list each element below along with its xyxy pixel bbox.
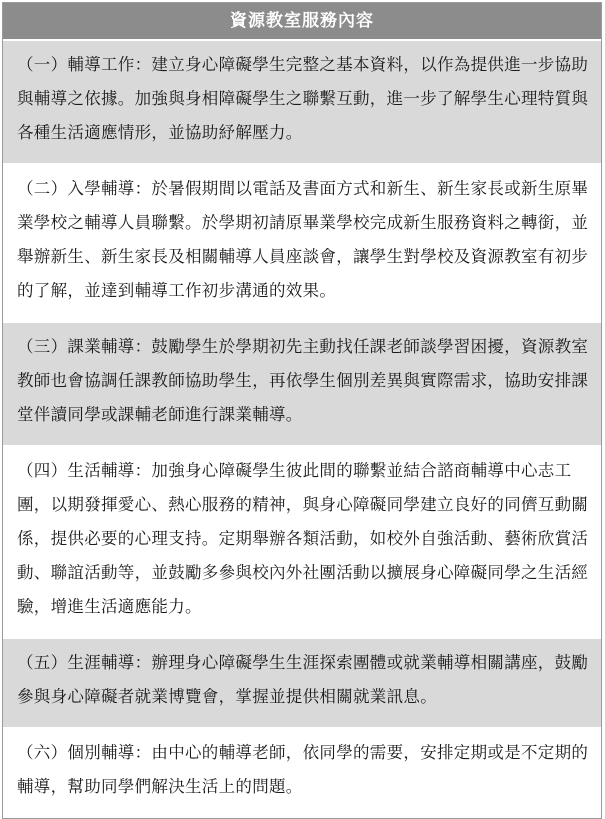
section-life-counseling: （四）生活輔導：加強身心障礙學生彼此間的聯繫並結合諮商輔導中心志工團，以期發揮愛心、熱心服務的精神，與身心障礙同學建立良好的同儕互動關係，提供必要的心理支持。定期舉辦各類活動，如校外自強活動、藝術欣賞活動、聯誼活動等，並鼓勵多參與校內外社團活動以擴展身心障礙同學之生活經驗，增進生活適應能力。 <box>3 445 601 637</box>
section-individual-counseling: （六）個別輔導：由中心的輔導老師，依同學的需要，安排定期或是不定期的輔導，幫助同學們解決生活上的問題。 <box>3 727 601 818</box>
services-table <box>2 2 602 819</box>
table-header: 資源教室服務內容 <box>3 2 601 39</box>
section-career-counseling: （五）生涯輔導：辦理身心障礙學生生涯探索團體或就業輔導相關講座，鼓勵參與身心障礙者就業博覽會，掌握並提供相關就業訊息。 <box>3 637 601 727</box>
section-academic-counseling: （三）課業輔導：鼓勵學生於學期初先主動找任課老師談學習困擾，資源教室教師也會協調任課教師協助學生，再依學生個別差異與實際需求，協助安排課堂伴讀同學或課輔老師進行課業輔導。 <box>3 321 601 445</box>
section-counseling-work: （一）輔導工作：建立身心障礙學生完整之基本資料，以作為提供進一步協助與輔導之依據。加強與身相障礙學生之聯繫互動，進一步了解學生心理特質與各種生活適應情形，並協助紓解壓力。 <box>3 39 601 163</box>
section-admission-counseling: （二）入學輔導：於暑假期間以電話及書面方式和新生、新生家長或新生原畢業學校之輔導人員聯繫。於學期初請原畢業學校完成新生服務資料之轉銜，並舉辦新生、新生家長及相關輔導人員座談會，讓學生對學校及資源教室有初步的了解，並達到輔導工作初步溝通的效果。 <box>3 163 601 321</box>
